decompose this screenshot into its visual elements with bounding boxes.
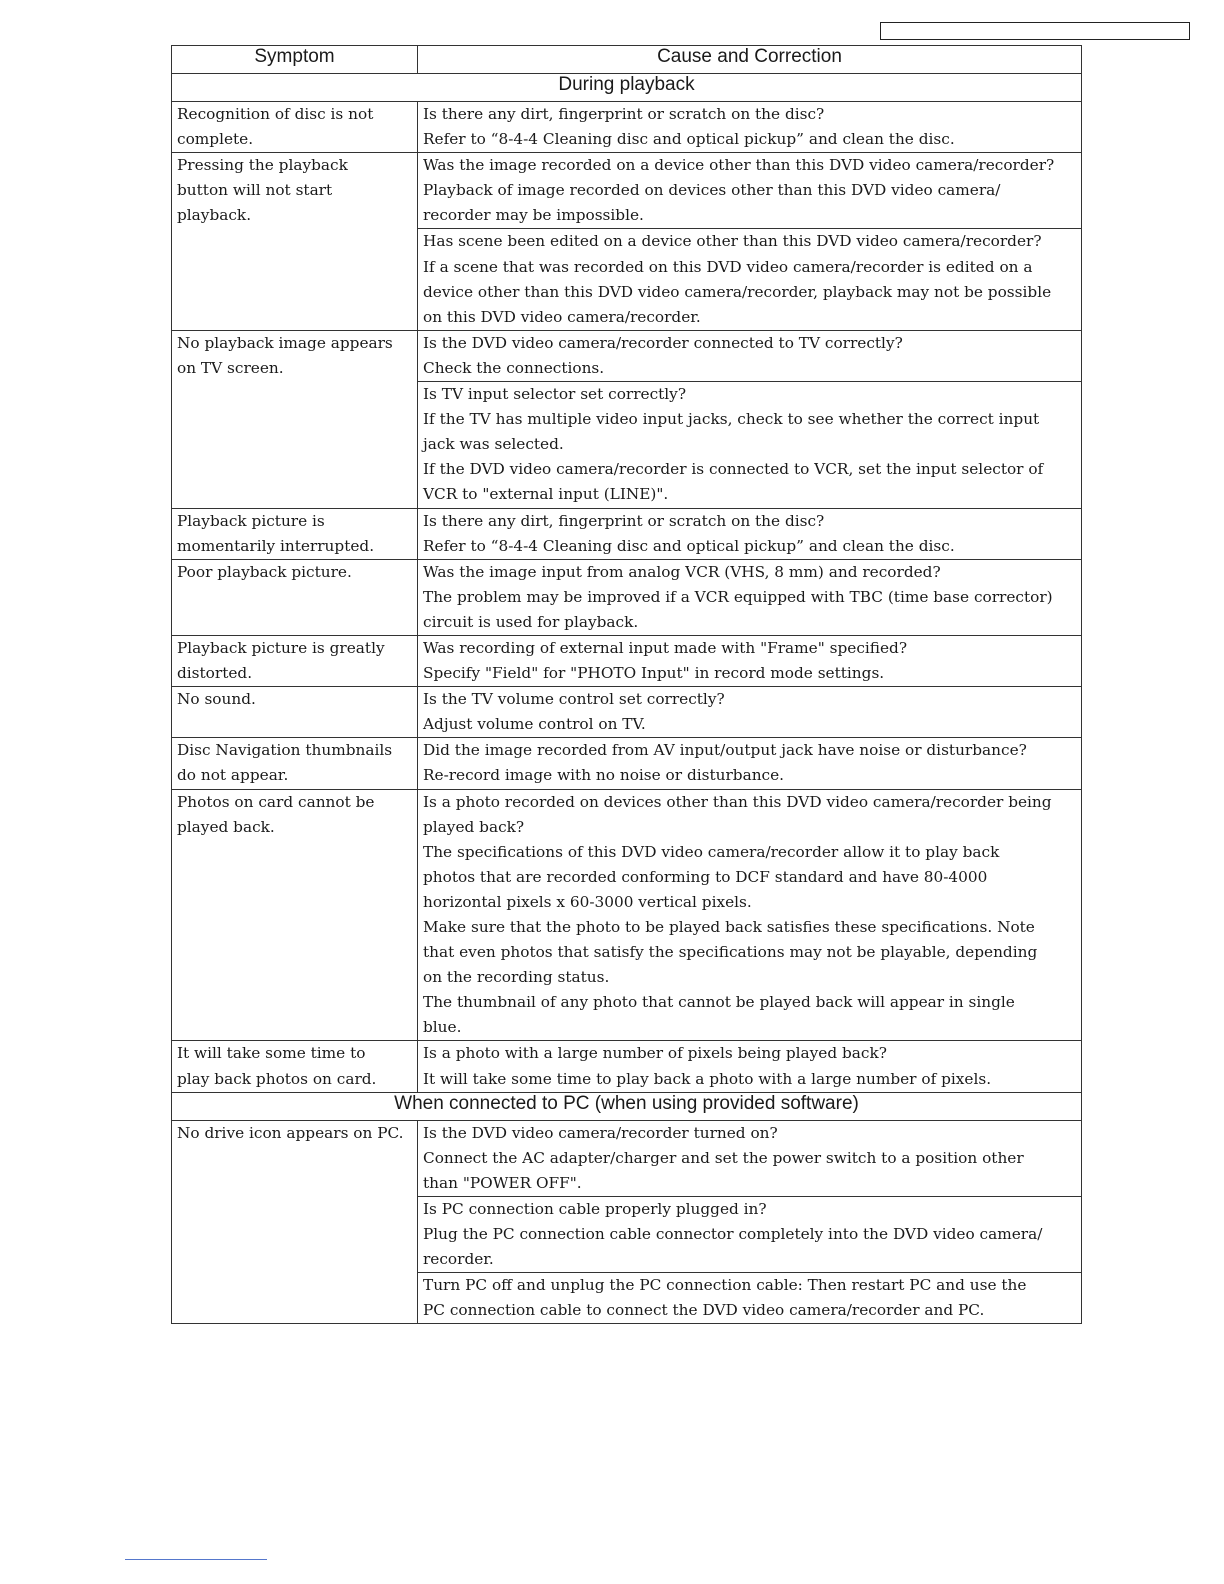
correction-cell: Is there any dirt, fingerprint or scratch on the disc? Refer to “8-4-4 Cleaning disc and optical pickup” and clean the disc. [418,508,1082,559]
column-header-cause: Cause and Correction [418,46,1082,74]
correction-cell: Was the image input from analog VCR (VHS, 8 mm) and recorded? The problem may be improved if a VCR equipped with TBC (time base corrector) circuit is used for playback. [418,559,1082,635]
section-title-playback: During playback [172,74,1082,102]
table-row [172,559,1082,635]
correction-cell: Did the image recorded from AV input/output jack have noise or disturbance? Re-record image with no noise or disturbance. [418,738,1082,789]
table-row [172,789,1082,1041]
symptom-cell: No drive icon appears on PC. [172,1120,418,1324]
table-row [172,1120,1082,1196]
column-header-symptom: Symptom [172,46,418,74]
correction-cell: Is a photo with a large number of pixels being played back? It will take some time to play back a photo with a large number of pixels. [418,1041,1082,1092]
symptom-cell: Pressing the playback button will not start playback. [172,153,418,331]
correction-cell: Is a photo recorded on devices other than this DVD video camera/recorder being played back? The specifications of this DVD video camera/recorder allow it to play back photos that are recorded conforming to DCF standard and have 80-4000 horizontal pixels x 60-3000 vertical pixels. Make sure that the photo to be played back satisfies these specifications. Note that even photos that satisfy the specifications may not be playable, depending on the recording status. The thumbnail of any photo that cannot be played back will appear in single blue. [418,789,1082,1041]
correction-cell: Was the image recorded on a device other than this DVD video camera/recorder? Playback of image recorded on devices other than this DVD video camera/ recorder may be impossible. [418,153,1082,229]
correction-cell: Was recording of external input made with "Frame" specified? Specify "Field" for "PHOTO Input" in record mode settings. [418,635,1082,686]
table-row [172,508,1082,559]
correction-cell: Is there any dirt, fingerprint or scratch on the disc? Refer to “8-4-4 Cleaning disc and optical pickup” and clean the disc. [418,102,1082,153]
correction-cell: Is the DVD video camera/recorder turned on? Connect the AC adapter/charger and set the power switch to a position other than "POWER OFF". [418,1120,1082,1196]
symptom-cell: Playback picture is momentarily interrupted. [172,508,418,559]
symptom-cell: Recognition of disc is not complete. [172,102,418,153]
table-row [172,738,1082,789]
header-model-box [880,22,1190,40]
symptom-cell: Photos on card cannot be played back. [172,789,418,1041]
symptom-cell: Disc Navigation thumbnails do not appear. [172,738,418,789]
symptom-cell: No playback image appears on TV screen. [172,330,418,508]
correction-cell: Is PC connection cable properly plugged in? Plug the PC connection cable connector completely into the DVD video camera/ recorder. [418,1196,1082,1272]
table-row [172,635,1082,686]
section-row [172,1092,1082,1120]
symptom-cell: Poor playback picture. [172,559,418,635]
table-row [172,1041,1082,1092]
correction-cell: Is the DVD video camera/recorder connected to TV correctly? Check the connections. [418,330,1082,381]
correction-cell: Has scene been edited on a device other than this DVD video camera/recorder? If a scene that was recorded on this DVD video camera/recorder is edited on a device other than this DVD video camera/recorder, playback may not be possible on this DVD video camera/recorder. [418,229,1082,330]
symptom-cell: It will take some time to play back photos on card. [172,1041,418,1092]
table-row [172,330,1082,381]
correction-cell: Is the TV volume control set correctly? Adjust volume control on TV. [418,687,1082,738]
symptom-cell: Playback picture is greatly distorted. [172,635,418,686]
correction-cell: Turn PC off and unplug the PC connection cable: Then restart PC and use the PC connection cable to connect the DVD video camera/recorder and PC. [418,1273,1082,1324]
table-row [172,687,1082,738]
table-row [172,153,1082,229]
section-row [172,74,1082,102]
footer-rule [125,1559,267,1560]
table-row [172,102,1082,153]
symptom-cell: No sound. [172,687,418,738]
correction-cell: Is TV input selector set correctly? If the TV has multiple video input jacks, check to see whether the correct input jack was selected. If the DVD video camera/recorder is connected to VCR, set the input selector of VCR to "external input (LINE)". [418,382,1082,508]
troubleshooting-table [171,45,1082,1324]
section-title-pc: When connected to PC (when using provided software) [172,1092,1082,1120]
table-header-row [172,46,1082,74]
